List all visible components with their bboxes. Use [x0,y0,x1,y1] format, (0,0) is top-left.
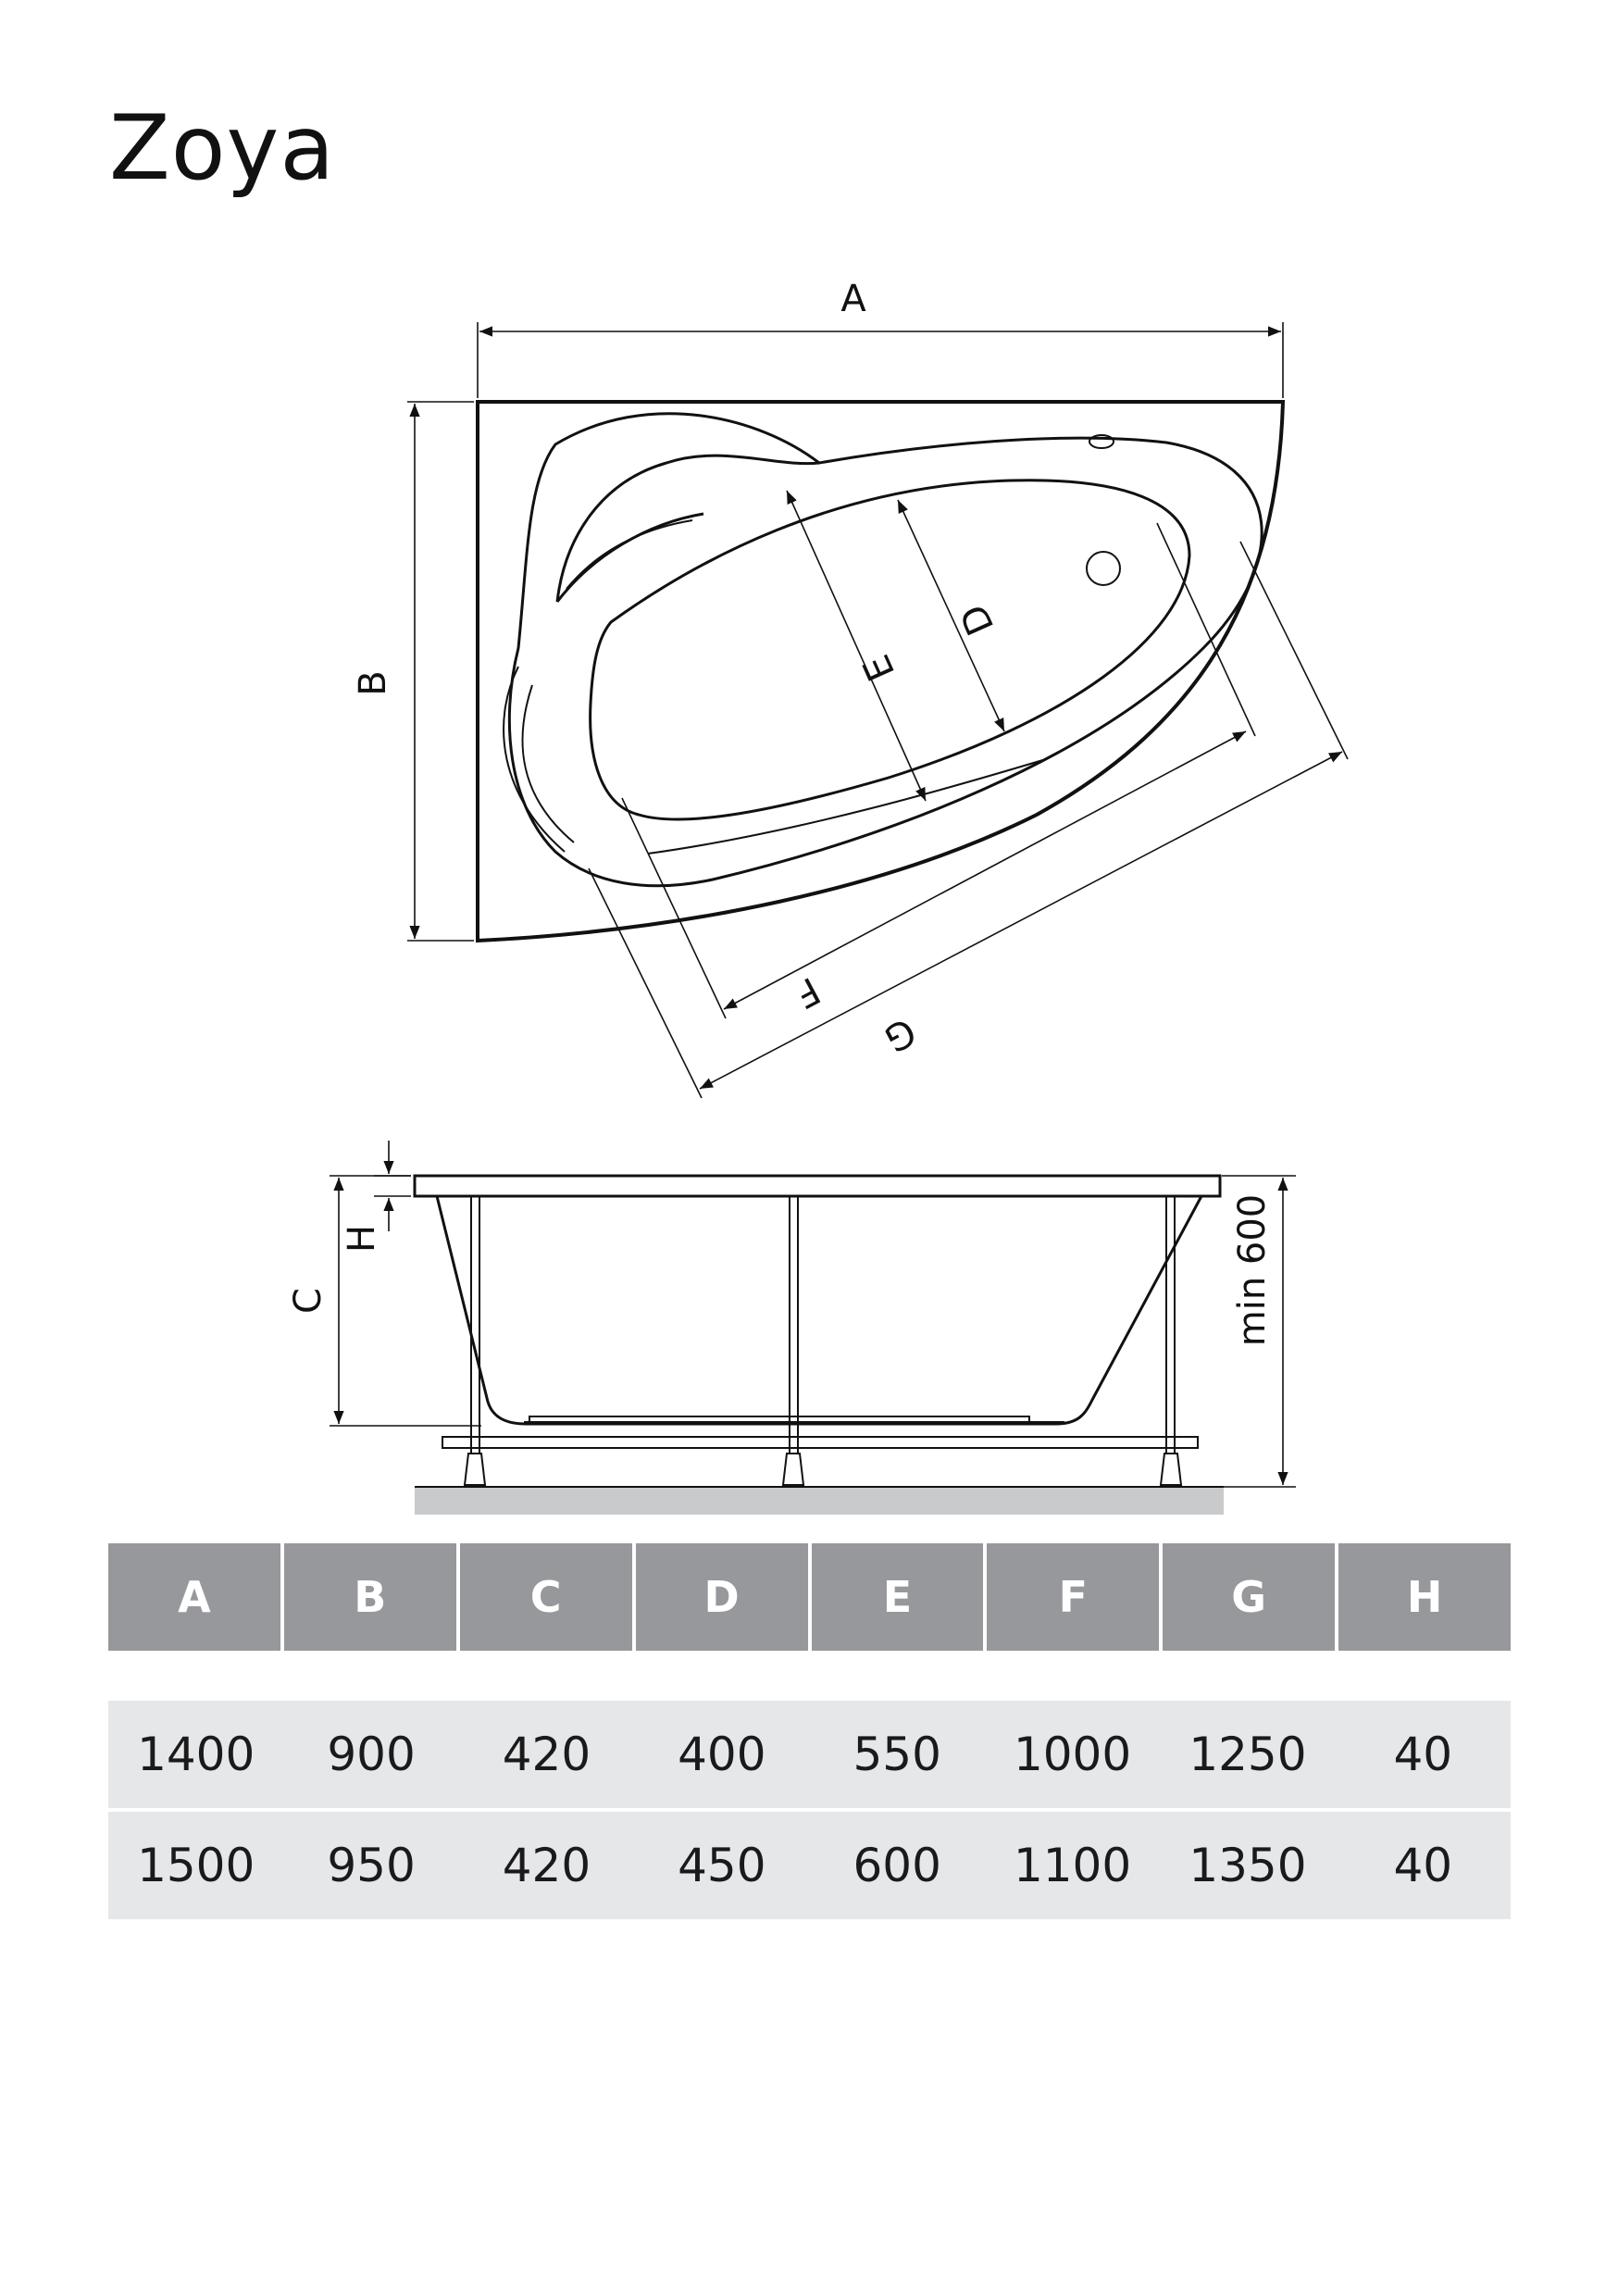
page-title: Zoya [109,96,336,200]
floor [415,1487,1224,1515]
table-cell: 450 [678,1839,766,1892]
plan-view [352,278,1348,1098]
dim-label-a: A [840,278,866,320]
table-cell: 950 [327,1839,416,1892]
table-cell: 1250 [1189,1728,1307,1781]
dim-label-c: C [287,1288,330,1314]
table-row [108,1812,1511,1919]
side-view [287,1141,1296,1515]
side-rim [415,1176,1220,1196]
table-cell: 1500 [137,1839,255,1892]
inner-basin [591,480,1189,819]
table-header-cell: H [1338,1543,1511,1651]
dim-label-e: E [854,648,904,688]
table-cell: 600 [853,1839,941,1892]
frame-legs [442,1196,1198,1485]
table-header-cell: G [1163,1543,1335,1651]
dim-label-g: G [877,1008,923,1061]
table-cell: 420 [502,1839,591,1892]
table-header-cell: A [108,1543,280,1651]
table-row [108,1701,1511,1808]
table-cell: 40 [1393,1839,1453,1892]
table-header-cell: B [284,1543,456,1651]
table-header-cell: F [987,1543,1159,1651]
table-header-cell: C [460,1543,632,1651]
dim-label-h: H [341,1224,383,1254]
table-cell: 40 [1393,1728,1453,1781]
table-header-cell: D [636,1543,808,1651]
table-cell: 1400 [137,1728,255,1781]
table-header-row [108,1543,1511,1651]
table-cell: 400 [678,1728,766,1781]
drain-icon [1087,552,1120,585]
dim-label-min-height: min 600 [1231,1193,1274,1347]
side-bulge [504,667,574,852]
table-cell: 550 [853,1728,941,1781]
table-cell: 1350 [1189,1839,1307,1892]
table-header-cell: E [812,1543,984,1651]
dim-label-f: F [788,967,828,1017]
table-cell: 900 [327,1728,416,1781]
side-body [437,1196,1201,1424]
dim-label-b: B [352,670,394,696]
table-cell: 420 [502,1728,591,1781]
table-cell: 1000 [1013,1728,1132,1781]
dim-label-d: D [952,597,1003,642]
table-cell: 1100 [1013,1839,1132,1892]
dimensions-table [108,1543,1511,1919]
